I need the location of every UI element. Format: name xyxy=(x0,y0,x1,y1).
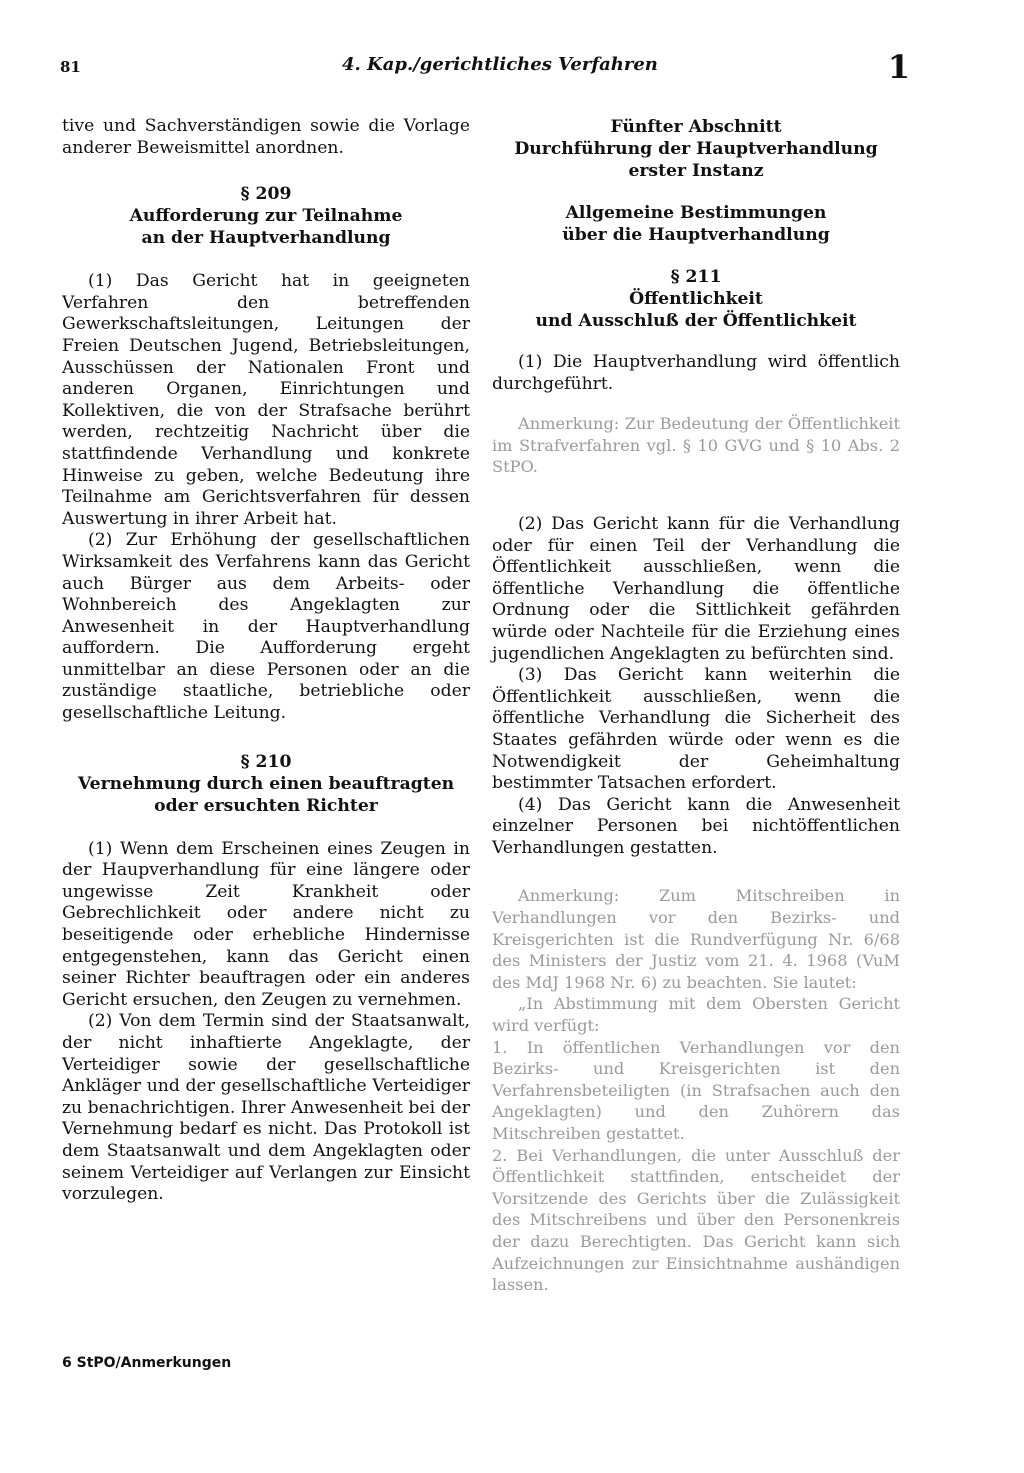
page-number: 81 xyxy=(60,58,81,76)
section-209-paragraph-1: (1) Das Gericht hat in geeigneten Verfahren den betreffenden Gewerkschaftsleitungen, Leitungen der Freien Deutschen Jugend, Betriebsleitungen, Ausschüssen der Nationalen Front und anderen Organen, Einrichtungen und Kollektiven, die von der Strafsache berührt werden, rechtzeitig Nachricht über die stattfindende Verhandlung und konkrete Hinweise zu geben, welche Bedeutung ihre Teilnahme am Gerichtsverfahren für dessen Auswertung in ihrer Arbeit hat. xyxy=(62,271,470,529)
section-211-title-line1: Öffentlichkeit xyxy=(629,289,763,309)
section-210-title-line1: Vernehmung durch einen beauftragten xyxy=(77,773,455,794)
annotation-note-taking-item-2: 2. Bei Verhandlungen, die unter Ausschluß der Öffentlichkeit stattfinden, entscheidet der Vorsitzende des Gerichts über die Zulässigkeit des Mitschreibens und über den Personenkreis der dazu Berechtigten. Das Gericht kann sich Aufzeichnungen zur Einsichtnahme aushändigen lassen. xyxy=(492,1145,900,1295)
section-209-title-line2: an der Hauptverhandlung xyxy=(141,228,391,249)
running-title: 4. Kap./gerichtliches Verfahren xyxy=(342,54,658,75)
section-210-paragraph-1: (1) Wenn dem Erscheinen eines Zeugen in der Haupverhandlung für eine längere oder ungewisse Zeit Krankheit oder Gebrechlichkeit oder andere nicht zu beseitigende oder erhebliche Hindernisse entgegenstehen, kann das Gericht einen seiner Richter beauftragen oder ein anderes Gericht ersuchen, den Zeugen zu vernehmen. xyxy=(62,838,470,1010)
annotation-note-taking xyxy=(492,885,900,1295)
section-211-paragraph-4: (4) Das Gericht kann die Anwesenheit einzelner Personen bei nichtöffentlichen Verhandlungen gestatten. xyxy=(492,794,900,858)
annotation-note-taking-item-1: 1. In öffentlichen Verhandlungen vor den Bezirks- und Kreisgerichten ist den Verfahrensbeteiligten (in Strafsachen auch den Angeklagten) und den Zuhörern das Mitschreiben gestattet. xyxy=(492,1037,900,1143)
chapter-number: 1 xyxy=(887,48,910,86)
section-211-paragraph-3: (3) Das Gericht kann weiterhin die Öffentlichkeit ausschließen, wenn die öffentliche Verhandlung die Sicherheit des Staates gefährden würde oder wenn es die Notwendigkeit der Geheimhaltung bestimmter Tatsachen erfordert. xyxy=(492,665,900,794)
chapter-section-line3: erster Instanz xyxy=(628,161,764,181)
general-provisions-line1: Allgemeine Bestimmungen xyxy=(565,203,827,223)
annotation-note-taking-intro: Anmerkung: Zum Mitschreiben in Verhandlungen vor den Bezirks- und Kreisgerichten ist die Rundverfügung Nr. 6/68 des Ministers der Justiz vom 21. 4. 1968 (VuM des MdJ 1968 Nr. 6) zu beachten. Sie lautet: xyxy=(492,886,900,992)
chapter-section-line1: Fünfter Abschnitt xyxy=(610,117,782,137)
section-210-paragraph-2: (2) Von dem Termin sind der Staatsanwalt, der nicht inhaftierte Angeklagte, der Verteidiger sowie der gesellschaftliche Ankläger und der gesellschaftliche Verteidiger zu benachrichtigen. Ihrer Anwesenheit bei der Vernehmung bedarf es nicht. Das Protokoll ist dem Staatsanwalt und dem Angeklagten oder seinem Verteidiger auf Verlangen zur Einsicht vorzulegen. xyxy=(62,1011,470,1205)
section-211-paragraph-1: (1) Die Hauptverhandlung wird öffentlich durchgeführt. xyxy=(492,352,900,394)
right-column xyxy=(492,116,900,1296)
section-209-paragraph-2: (2) Zur Erhöhung der gesellschaftlichen Wirksamkeit des Verfahrens kann das Gericht auch Bürger aus dem Arbeits- oder Wohnbereich des Angeklagten zur Anwesenheit in der Hauptverhandlung auffordern. Die Aufforderung ergeht unmittelbar an diese Personen oder an die zuständige staatliche, betriebliche oder gesellschaftliche Leitung. xyxy=(62,530,470,724)
section-209-number: § 209 xyxy=(240,184,292,205)
section-211-paragraph-2: (2) Das Gericht kann für die Verhandlung oder für einen Teil der Verhandlung die Öffentlichkeit ausschließen, wenn die öffentliche Verhandlung die öffentliche Ordnung oder die Sittlichkeit gefährden würde oder Nachteile für die Erziehung eines jugendlichen Angeklagten zu befürchten sind. xyxy=(492,513,900,664)
section-210-title-line2: oder ersuchten Richter xyxy=(154,795,378,816)
section-209-title-line1: Aufforderung zur Teilnahme xyxy=(129,206,403,227)
section-211-title-line2: und Ausschluß der Öffentlichkeit xyxy=(535,311,857,331)
section-210-number: § 210 xyxy=(240,751,292,772)
general-provisions-line2: über die Hauptverhandlung xyxy=(562,225,830,245)
left-column xyxy=(62,116,470,1206)
annotation-publicity: Anmerkung: Zur Bedeutung der Öffentlichkeit im Strafverfahren vgl. § 10 GVG und § 10 Abs. 2 StPO. xyxy=(492,414,900,477)
annotation-note-taking-quote: „In Abstimmung mit dem Obersten Gericht wird verfügt: xyxy=(492,994,900,1036)
page-header xyxy=(60,50,910,90)
section-211-number: § 211 xyxy=(670,267,722,287)
page-footer: 6 StPO/Anmerkungen xyxy=(62,1355,232,1371)
intro-paragraph: tive und Sachverständigen sowie die Vorlage anderer Beweismittel anordnen. xyxy=(62,116,470,158)
chapter-section-line2: Durchführung der Hauptverhandlung xyxy=(514,139,878,159)
